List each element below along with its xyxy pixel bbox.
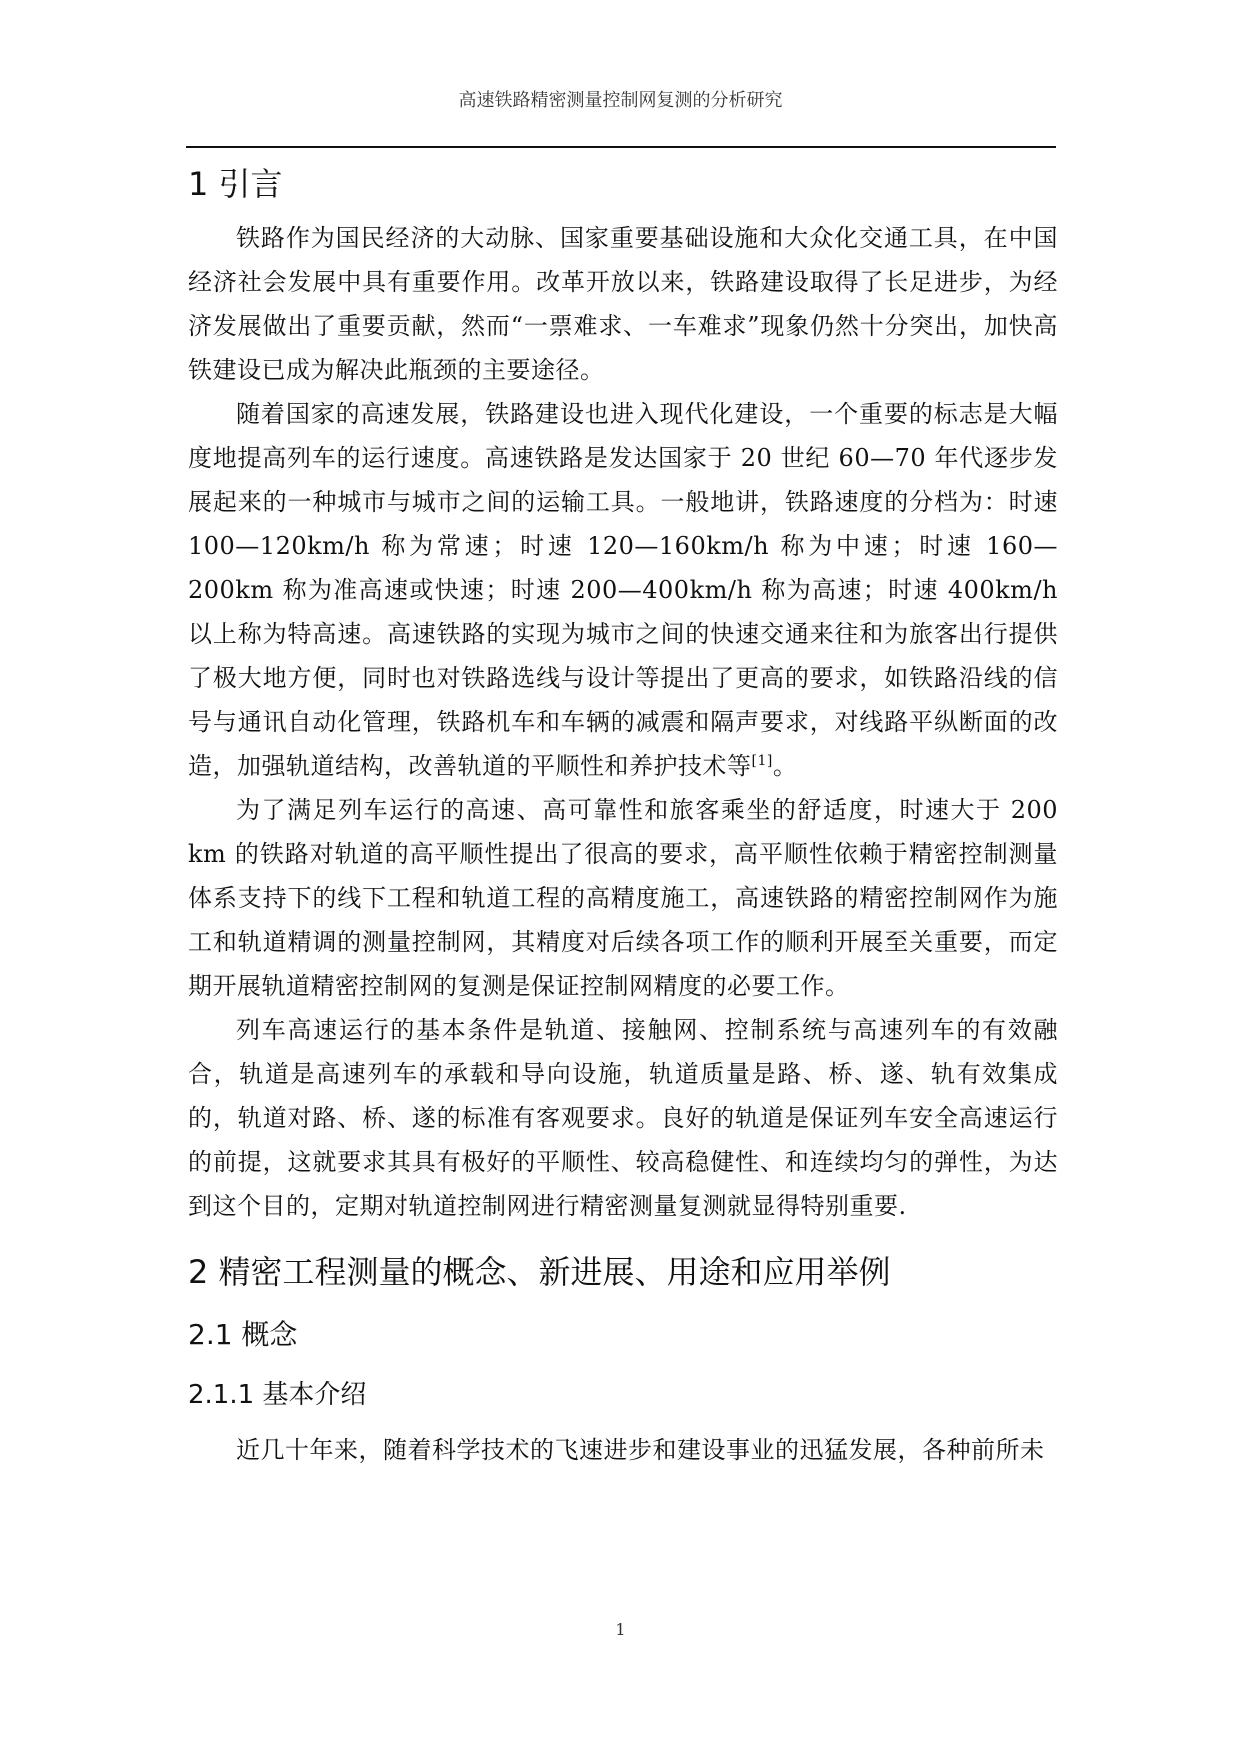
section-2-heading: 2 精密工程测量的概念、新进展、用途和应用举例 — [188, 1253, 891, 1291]
paragraph-2-text: 随着国家的高速发展，铁路建设也进入现代化建设，一个重要的标志是大幅度地提高列车的运行速度。高速铁路是发达国家于 20 世纪 60—70 年代逐步发展起来的一种城市与城市之间的运输工具。一般地讲，铁路速度的分档为：时速 100—120km/h 称为常速；时速 120—160km/h 称为中速；时速 160—200km 称为准高速或快速；时速 200—400km/h 称为高速；时速 400km/h 以上称为特高速。高速铁路的实现为城市之间的快速交通来往和为旅客出行提供了极大地方便，同时也对铁路选线与设计等提出了更高的要求，如铁路沿线的信号与通讯自动化管理，铁路机车和车辆的减震和隔声要求，对线路平纵断面的改造，加强轨道结构，改善轨道的平顺性和养护技术等 — [188, 400, 1058, 780]
section-2-1-1-heading: 2.1.1 基本介绍 — [188, 1380, 367, 1410]
running-header: 高速铁路精密测量控制网复测的分析研究 — [458, 90, 783, 111]
paragraph-2-end: 。 — [772, 752, 798, 780]
section-1-heading: 1 引言 — [188, 165, 283, 203]
header-rule — [186, 146, 1056, 148]
paragraph-1: 铁路作为国民经济的大动脉、国家重要基础设施和大众化交通工具，在中国经济社会发展中具有重要作用。改革开放以来，铁路建设取得了长足进步，为经济发展做出了重要贡献，然而“一票难求、一车难求”现象仍然十分突出，加快高铁建设已成为解决此瓶颈的主要途径。 — [188, 224, 1058, 384]
section-2-1-heading: 2.1 概念 — [188, 1318, 298, 1351]
paragraph-5: 近几十年来，随着科学技术的飞速进步和建设事业的迅猛发展，各种前所未 — [236, 1436, 1045, 1464]
paragraph-2 — [188, 392, 1058, 788]
page-body — [188, 160, 1058, 1472]
citation-ref[interactable]: [1] — [751, 753, 773, 769]
page-number: 1 — [615, 1620, 626, 1639]
paragraph-3: 为了满足列车运行的高速、高可靠性和旅客乘坐的舒适度，时速大于 200 km 的铁路对轨道的高平顺性提出了很高的要求，高平顺性依赖于精密控制测量体系支持下的线下工程和轨道工程的高精度施工，高速铁路的精密控制网作为施工和轨道精调的测量控制网，其精度对后续各项工作的顺利开展至关重要，而定期开展轨道精密控制网的复测是保证控制网精度的必要工作。 — [188, 796, 1058, 1000]
paragraph-4: 列车高速运行的基本条件是轨道、接触网、控制系统与高速列车的有效融合，轨道是高速列车的承载和导向设施，轨道质量是路、桥、遂、轨有效集成的，轨道对路、桥、遂的标准有客观要求。良好的轨道是保证列车安全高速运行的前提，这就要求其具有极好的平顺性、较高稳健性、和连续均匀的弹性，为达到这个目的，定期对轨道控制网进行精密测量复测就显得特别重要. — [188, 1016, 1058, 1220]
